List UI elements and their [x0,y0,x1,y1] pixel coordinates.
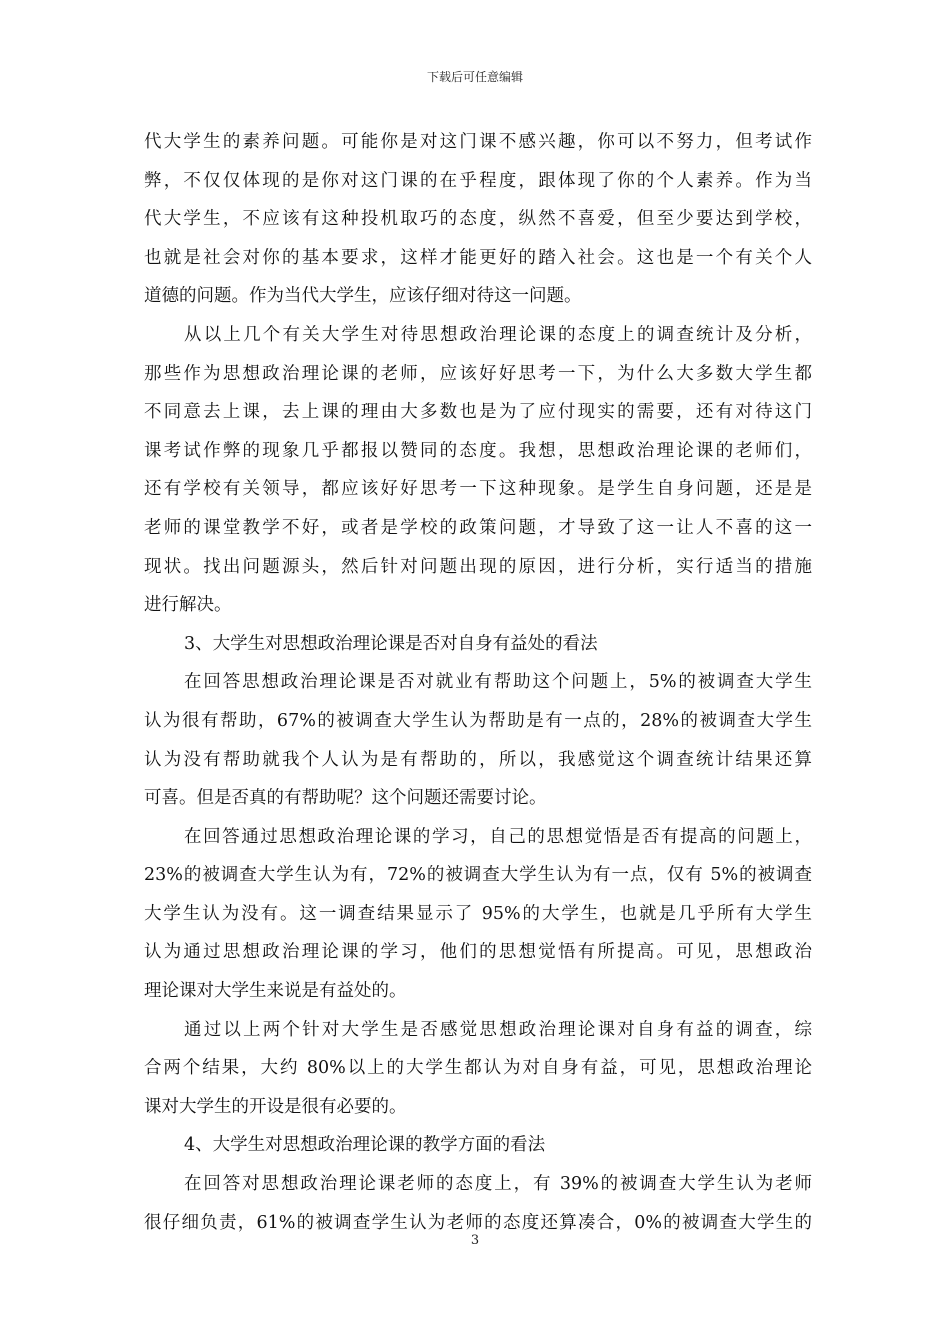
document-body [144,123,812,1242]
text-line: 从以上几个有关大学生对待思想政治理论课的态度上的调查统计及分析， [184,324,812,345]
text-line: 通过以上两个针对大学生是否感觉思想政治理论课对自身有益的调查，综 [184,1019,812,1040]
page-number: 3 [470,1233,480,1248]
text-line: 很仔细负责，61%的被调查学生认为老师的态度还算凑合，0%的被调查大学生的 [144,1212,812,1233]
paragraph-summary [144,1011,812,1127]
text-line: 在回答思想政治理论课是否对就业有帮助这个问题上，5%的被调查大学生 [184,672,812,693]
text-line: 可喜。但是否真的有帮助呢？这个问题还需要讨论。 [144,788,547,809]
text-line: 合两个结果，大约 80%以上的大学生都认为对自身有益，可见，思想政治理论 [144,1058,812,1079]
text-line: 也就是社会对你的基本要求，这样才能更好的踏入社会。这也是一个有关个人 [144,247,812,268]
text-line: 课考试作弊的现象几乎都报以赞同的态度。我想，思想政治理论课的老师们， [144,440,812,461]
text-line: 老师的课堂教学不好，或者是学校的政策问题，才导致了这一让人不喜的这一 [144,517,812,538]
paragraph-continued [144,123,812,316]
text-line: 那些作为思想政治理论课的老师，应该好好思考一下，为什么大多数大学生都 [144,363,812,384]
text-line: 认为通过思想政治理论课的学习，他们的思想觉悟有所提高。可见，思想政治 [144,942,812,963]
text-line: 弊，不仅仅体现的是你对这门课的在乎程度，跟体现了你的个人素养。作为当 [144,170,812,191]
paragraph-employment [144,663,812,817]
text-line: 现状。找出问题源头，然后针对问题出现的原因，进行分析，实行适当的措施 [144,556,812,577]
text-line: 进行解决。 [144,595,232,616]
paragraph-awareness [144,818,812,1011]
text-line: 认为没有帮助就我个人认为是有帮助的，所以，我感觉这个调查统计结果还算 [144,749,812,770]
text-line: 大学生认为没有。这一调查结果显示了 95%的大学生，也就是几乎所有大学生 [144,903,812,924]
text-line: 代大学生，不应该有这种投机取巧的态度，纵然不喜爱，但至少要达到学校， [144,209,812,230]
section-heading-4 [144,1126,812,1165]
section-heading: 3、大学生对思想政治理论课是否对自身有益处的看法 [184,633,598,654]
text-line: 在回答对思想政治理论课老师的态度上，有 39%的被调查大学生认为老师 [184,1174,812,1195]
text-line: 道德的问题。作为当代大学生，应该仔细对待这一问题。 [144,286,582,307]
text-line: 代大学生的素养问题。可能你是对这门课不感兴趣，你可以不努力，但考试作 [144,132,812,152]
text-line: 23%的被调查大学生认为有，72%的被调查大学生认为有一点，仅有 5%的被调查 [144,865,812,886]
text-line: 不同意去上课，去上课的理由大多数也是为了应付现实的需要，还有对待这门 [144,402,812,423]
text-line: 还有学校有关领导，都应该好好思考一下这种现象。是学生自身问题，还是是 [144,479,812,500]
text-line: 理论课对大学生来说是有益处的。 [144,981,407,1002]
text-line: 在回答通过思想政治理论课的学习，自己的思想觉悟是否有提高的问题上， [184,826,812,847]
text-line: 认为很有帮助，67%的被调查大学生认为帮助是有一点的，28%的被调查大学生 [144,710,812,731]
section-heading-3 [144,625,812,664]
page-header: 下载后可任意编辑 [426,70,523,84]
paragraph-analysis [144,316,812,625]
text-line: 课对大学生的开设是很有必要的。 [144,1096,407,1117]
section-heading: 4、大学生对思想政治理论课的教学方面的看法 [184,1135,546,1156]
paragraph-teacher-attitude [144,1165,812,1242]
